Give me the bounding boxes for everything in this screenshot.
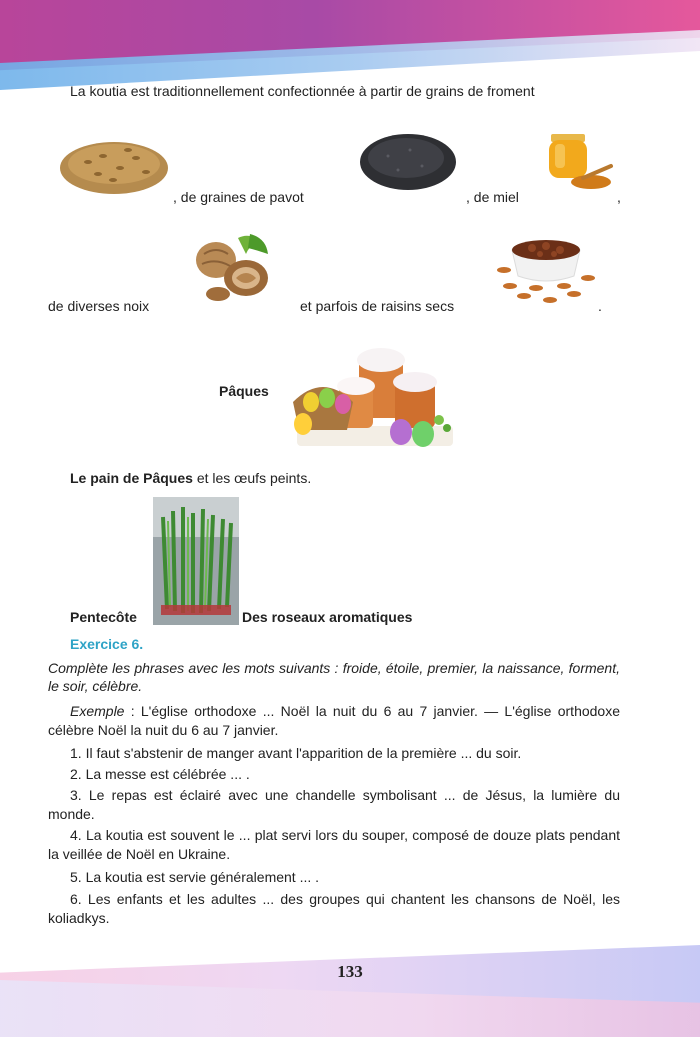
exercise-item-3: 3. Le repas est éclairé avec une chandelle symbolisant ... de Jésus, la lumière du monde. xyxy=(48,787,620,822)
exercise-item-4: 4. La koutia est souvent le ... plat servi lors du souper, composé de douze plats pendant la veillée de Noël en Ukraine. xyxy=(48,827,620,862)
walnuts-image xyxy=(190,232,276,304)
intro-text: La koutia est traditionnellement confectionnée à partir de grains de froment xyxy=(70,83,535,99)
poppy-separator: , de graines de pavot xyxy=(173,189,304,205)
pentecote-caption: Des roseaux aromatiques xyxy=(242,609,413,625)
poppy-seeds-image xyxy=(358,128,458,192)
exercise-example xyxy=(48,702,620,740)
pentecote-label: Pentecôte xyxy=(70,609,137,625)
raisins-period: . xyxy=(598,298,602,314)
paques-caption xyxy=(70,469,311,487)
page-number: 133 xyxy=(337,962,363,981)
raisins-image xyxy=(490,230,602,310)
example-text: : L'église orthodoxe ... Noël la nuit du 6 au 7 janvier. — L'église orthodoxe célèbre Noël la nuit du 6 au 7 janvier. xyxy=(48,703,620,738)
exercise-item-6: 6. Les enfants et les adultes ... des groupes qui chantent les chansons de Noël, les koliadkys. xyxy=(48,891,620,926)
paques-caption-bold: Le pain de Pâques xyxy=(70,470,193,486)
honey-separator: , de miel xyxy=(466,189,519,205)
exercise-item-5: 5. La koutia est servie généralement ... . xyxy=(70,869,320,885)
wheat-grains-image xyxy=(58,128,170,198)
paques-label: Pâques xyxy=(219,383,269,399)
exercise-item-2: 2. La messe est célébrée ... . xyxy=(70,766,250,782)
example-label: Exemple xyxy=(70,703,125,719)
paques-caption-rest: et les œufs peints. xyxy=(196,470,312,486)
raisins-label: et parfois de raisins secs xyxy=(300,298,455,314)
aromatic-reeds-image xyxy=(153,497,239,625)
exercise-title: Exercice 6. xyxy=(70,636,144,652)
nuts-label: de diverses noix xyxy=(48,298,150,314)
exercise-instruction: Complète les phrases avec les mots suivants : froide, étoile, premier, la naissance, forment, le soir, célèbre. xyxy=(48,660,620,694)
honey-comma: , xyxy=(617,189,621,205)
easter-bread-image xyxy=(283,342,463,454)
honey-image xyxy=(545,130,615,192)
exercise-item-1: 1. Il faut s'abstenir de manger avant l'apparition de la première ... du soir. xyxy=(70,745,522,761)
